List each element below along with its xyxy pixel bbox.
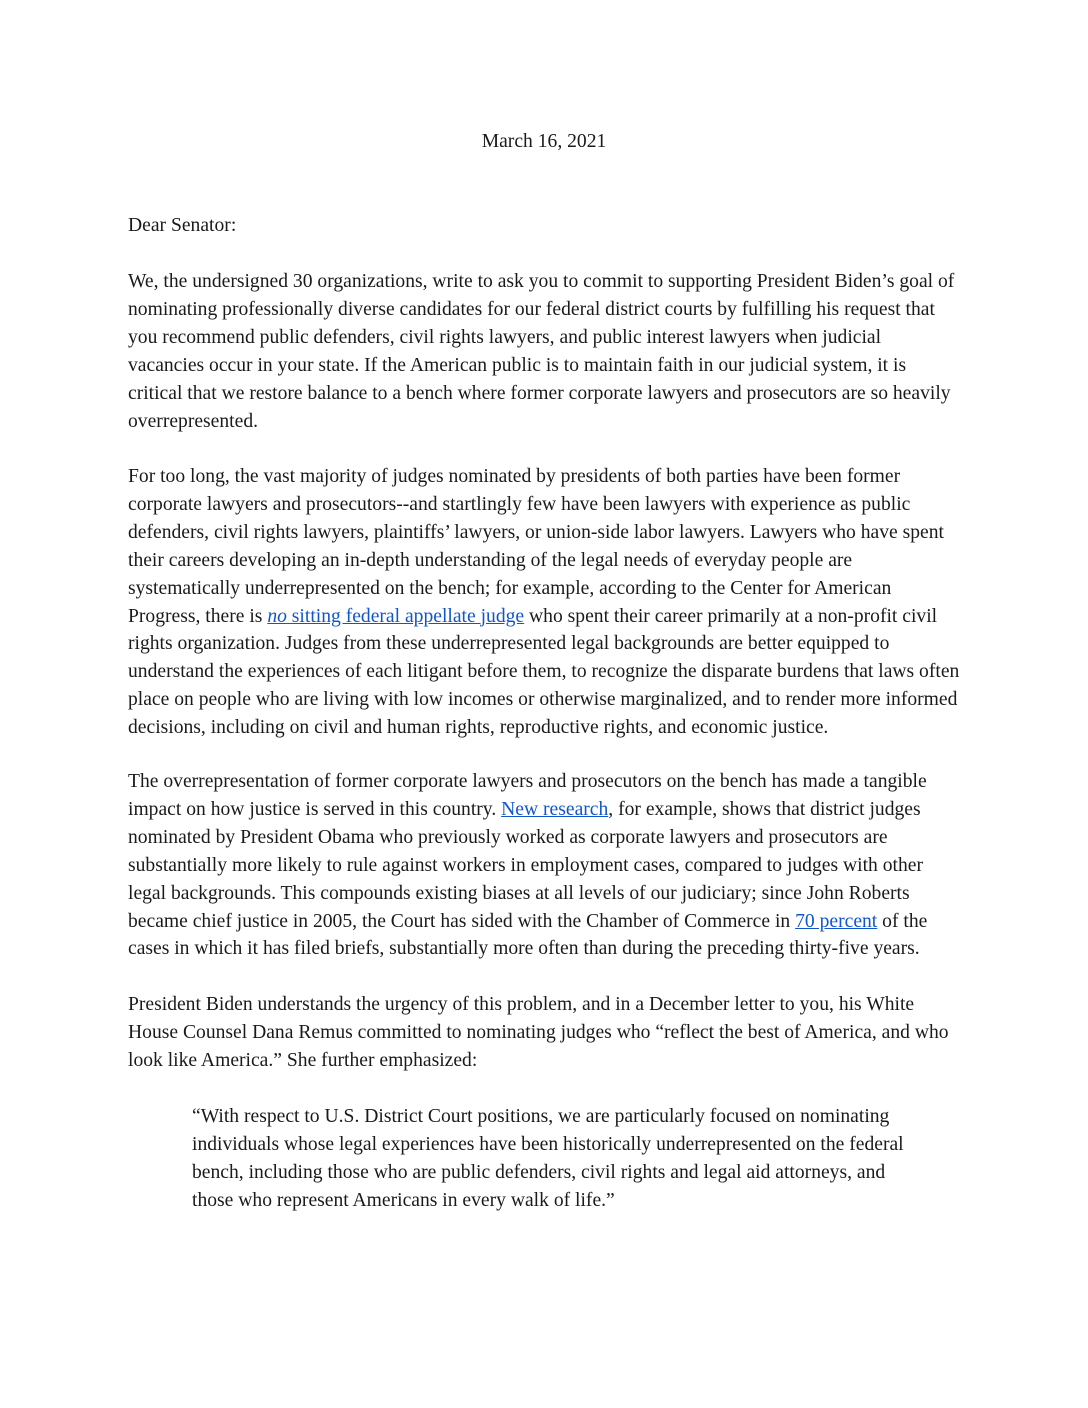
paragraph-text: who spent their career primarily at a non-profit civil rights organization. Judges from these underrepresented legal backgrounds are better equipped to understand the experiences of each litigant before them, to recognize the disparate burdens that laws often place on people who are living with low incomes or otherwise marginalized, and to render more informed decisions, including on civil and human rights, reproductive rights, and economic justice.: [128, 605, 960, 739]
salutation: Dear Senator:: [128, 215, 237, 236]
seventy-percent-link[interactable]: 70 percent: [795, 910, 878, 932]
paragraph-text: , for example, shows that district judges nominated by President Obama who previously worked as corporate lawyers and prosecutors are substantially more likely to rule against workers in employment cases, compared to judges with other legal backgrounds. This compounds existing biases at all levels of our judiciary; since John Roberts became chief justice in 2005, the Court has sided with the Chamber of Commerce in: [128, 798, 923, 932]
paragraph-intro: We, the undersigned 30 organizations, write to ask you to commit to supporting President Biden’s goal of nominating professionally diverse candidates for our federal district courts by fulfilling his request that you recommend public defenders, civil rights lawyers, and public interest lawyers when judicial vacancies occur in your state. If the American public is to maintain faith in our judicial system, it is critical that we restore balance to a bench where former corporate lawyers and prosecutors are so heavily overrepresented.: [128, 271, 955, 432]
paragraph-text: of the cases in which it has filed briefs, substantially more often than during the preceding thirty-five years.: [128, 910, 928, 960]
link-text: sitting federal appellate judge: [286, 605, 525, 627]
paragraph-biden: President Biden understands the urgency of this problem, and in a December letter to you, his White House Counsel Dana Remus committed to nominating judges who “reflect the best of America, and who look like America.” She further emphasized:: [128, 994, 949, 1071]
paragraph-text: The overrepresentation of former corporate lawyers and prosecutors on the bench has made a tangible impact on how justice is served in this country.: [128, 771, 927, 820]
new-research-link[interactable]: New research: [501, 798, 609, 820]
block-quote: “With respect to U.S. District Court positions, we are particularly focused on nominating individuals whose legal experiences have been historically underrepresented on the federal bench, including those who are public defenders, civil rights and legal aid attorneys, and those who represent Americans in every walk of life.”: [192, 1106, 904, 1211]
paragraph-text: For too long, the vast majority of judges nominated by presidents of both parties have been former corporate lawyers and prosecutors--and startlingly few have been lawyers with experience as public defenders, civil rights lawyers, plaintiffs’ lawyers, or union-side labor lawyers. Lawyers who have spent their careers developing an in-depth understanding of the legal needs of everyday people are systematically underrepresented on the bench; for example, according to the Center for American Progress, there is: [128, 466, 944, 627]
appellate-judge-link[interactable]: [267, 606, 524, 627]
paragraph-impact: [128, 768, 962, 963]
letter-date: March 16, 2021: [481, 131, 607, 152]
link-emphasis: no: [267, 605, 287, 627]
paragraph-background: [128, 463, 962, 742]
